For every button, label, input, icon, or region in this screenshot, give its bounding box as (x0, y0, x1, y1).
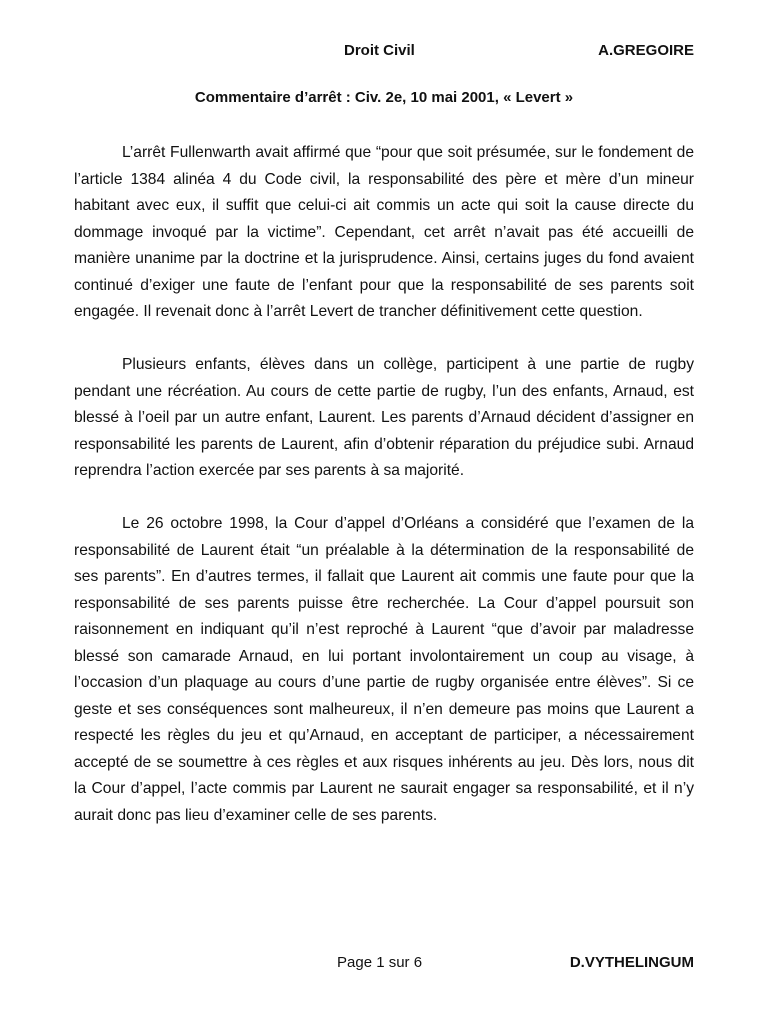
page-header (0, 42, 768, 64)
document-body (74, 140, 694, 856)
footer-author: D.VYTHELINGUM (569, 954, 694, 971)
page-footer (0, 954, 768, 976)
document-title: Commentaire d’arrêt : Civ. 2e, 10 mai 2001, « Levert » (194, 89, 574, 106)
header-subject: Droit Civil (344, 42, 415, 59)
header-author: A.GREGOIRE (598, 42, 694, 59)
page-number: Page 1 sur 6 (337, 954, 423, 971)
paragraph-introduction: L’arrêt Fullenwarth avait affirmé que “pour que soit présumée, sur le fondement de l’article 1384 alinéa 4 du Code civil, la responsabilité des père et mère d’un mineur habitant avec eux, il suffit que celui-ci ait commis un acte qui soit la cause directe du dommage invoqué par la victime”. Cependant, cet arrêt n’avait pas été accueilli de manière unanime par la doctrine et la jurisprudence. Ainsi, certains juges du fond avaient continué d’exiger une faute de l’enfant pour que la responsabilité de ses parents soit engagée. Il revenait donc à l’arrêt Levert de trancher définitivement cette question. (74, 144, 694, 320)
paragraph-facts: Plusieurs enfants, élèves dans un collège, participent à une partie de rugby pendant une récréation. Au cours de cette partie de rugby, l’un des enfants, Arnaud, est blessé à l’oeil par un autre enfant, Laurent. Les parents d’Arnaud décident d’assigner en responsabilité les parents de Laurent, afin d’obtenir réparation du préjudice subi. Arnaud reprendra l’action exercée par ses parents à sa majorité. (74, 356, 694, 479)
paragraph-procedure: Le 26 octobre 1998, la Cour d’appel d’Orléans a considéré que l’examen de la responsabilité de Laurent était “un préalable à la détermination de la responsabilité de ses parents”. En d’autres termes, il fallait que Laurent ait commis une faute pour que la responsabilité de ses parents puisse être recherchée. La Cour d’appel poursuit son raisonnement en indiquant qu’il n’est reproché à Laurent “que d’avoir par maladresse blessé son camarade Arnaud, en lui portant involontairement un coup au visage, à l’occasion d’un plaquage au cours d’une partie de rugby organisée entre élèves”. Si ce geste et ses conséquences sont malheureux, il n’en demeure pas moins que Laurent a respecté les règles du jeu et qu’Arnaud, en acceptant de participer, a nécessairement accepté de se soumettre à ces règles et aux risques inhérents au jeu. Dès lors, nous dit la Cour d’appel, l’acte commis par Laurent ne saurait engager sa responsabilité, et il n’y aurait donc pas lieu d’examiner celle de ses parents. (74, 515, 694, 824)
